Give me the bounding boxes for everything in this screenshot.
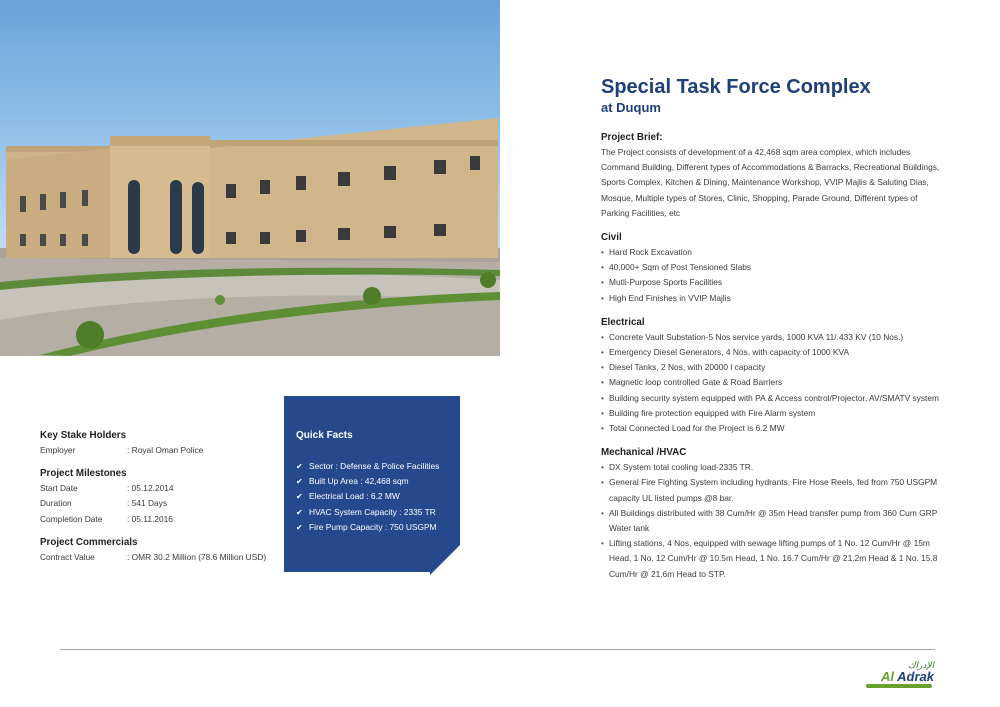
logo-swoosh [866, 684, 932, 688]
mechanical-heading: Mechanical /HVAC [601, 447, 687, 459]
page-subtitle: at Duqum [601, 100, 661, 115]
page-title: Special Task Force Complex [601, 76, 871, 98]
list-item: • All Buildings distributed with 38 Cum/Hr @ 35m Head transfer pump from 360 Cum GRP Water tank [601, 506, 946, 536]
building-photo [0, 0, 500, 356]
quick-fact-item [296, 474, 439, 489]
project-summary [40, 429, 290, 565]
list-item: • Emergency Diesel Generators, 4 Nos, with capacity of 1000 KVA [601, 345, 946, 360]
electrical-heading: Electrical [601, 316, 645, 328]
list-item: • Lifting stations, 4 Nos, equipped with sewage lifting pumps of 1 No. 12 Cum/Hr @ 15m Head, 1 No. 12 Cum/Hr @ 10.5m Head, 1 No. 16.7 Cum/Hr @ 21.2m Head & 1 No. 15.8 Cum/Hr @ 21.6m Head to STP. [601, 536, 946, 582]
contract-value: : OMR 30.2 Million (78.6 Million USD) [127, 551, 267, 562]
list-item: • Building security system equipped with PA & Access control/Projector, AV/SMATV system [601, 391, 946, 406]
list-item: • 40,000+ Sqm of Post Tensioned Slabs [601, 260, 946, 275]
employer-label: Employer [40, 445, 76, 455]
milestone-value: : 05.12.2014 [127, 483, 174, 494]
al-adrak-logo [864, 660, 934, 690]
quick-fact-item [296, 489, 439, 504]
quick-fact-item [296, 520, 439, 535]
check-icon: ✔ [296, 507, 303, 517]
mechanical-list [601, 460, 946, 582]
quick-fact-text: HVAC System Capacity : 2335 TR [309, 506, 436, 517]
page-curl-corner [430, 545, 460, 575]
milestone-row [40, 496, 290, 511]
check-icon: ✔ [296, 477, 303, 487]
milestone-value: : 05.11.2016 [127, 513, 173, 524]
footer-divider [60, 649, 935, 650]
logo-arabic-text: الإدراك [908, 660, 934, 670]
milestone-value: : 541 Days [127, 498, 168, 509]
milestone-label: Duration [40, 498, 72, 509]
quick-fact-text: Built Up Area : 42,468 sqm [309, 476, 409, 487]
check-icon: ✔ [296, 492, 303, 502]
contract-row [40, 550, 290, 565]
quick-facts-title: Quick Facts [296, 430, 353, 441]
quick-fact-item [296, 459, 439, 474]
list-item: • Building fire protection equipped with Fire Alarm system [601, 406, 946, 421]
project-details [601, 130, 946, 582]
check-icon: ✔ [296, 522, 303, 532]
milestone-label: Start Date [40, 483, 78, 494]
list-item: • Concrete Vault Substation-5 Nos service yards, 1000 KVA 11/.433 KV (10 Nos.) [601, 330, 946, 345]
check-icon: ✔ [296, 462, 303, 471]
milestone-row [40, 512, 290, 527]
commercials-heading: Project Commercials [40, 536, 138, 548]
list-item: • Magnetic loop controlled Gate & Road Barriers [601, 375, 946, 390]
list-item: • Mutli-Purpose Sports Facilities [601, 275, 946, 290]
civil-heading: Civil [601, 232, 622, 244]
project-brief-text: The Project consists of development of a 42,468 sqm area complex, which includes Command Building, Different types of Accommodations & Barracks, Recreational Buildings, Sports Complex, Kitchen & Dining, Maintenance Workshop, VVIP Majlis & Saluting Dias, Mosque, Multiple types of Stores, Clinic, Shopping, Parade Ground, Different types of Parking Facilities, etc [601, 147, 940, 218]
quick-fact-text: Sector : Defense & Police Facilities [309, 461, 440, 471]
logo-al: Al [881, 669, 895, 684]
list-item: • Total Connected Load for the Project is 6.2 MW [601, 421, 946, 436]
milestones-heading: Project Milestones [40, 468, 127, 480]
quick-fact-text: Fire Pump Capacity : 750 USGPM [309, 521, 437, 532]
list-item: • High End Finishes in VVIP Majlis [601, 291, 946, 306]
electrical-list [601, 330, 946, 436]
stakeholders-heading: Key Stake Holders [40, 430, 127, 441]
contract-label: Contract Value [40, 551, 95, 562]
employer-value: : Royal Oman Police [127, 445, 204, 455]
civil-list [601, 245, 946, 306]
milestone-label: Completion Date [40, 513, 103, 524]
logo-name: Adrak [894, 669, 934, 684]
list-item: • Hard Rock Excavation [601, 245, 946, 260]
project-brief-heading: Project Brief: [601, 132, 663, 143]
list-item: • General Fire Fighting System including hydrants, Fire Hose Reels, fed from 750 USGPM capacity UL listed pumps @8 bar. [601, 475, 946, 505]
quick-fact-text: Electrical Load : 6.2 MW [309, 491, 400, 502]
list-item: • DX System total cooling load-2335 TR. [601, 460, 946, 475]
quick-fact-item [296, 505, 439, 520]
milestone-row [40, 481, 290, 496]
building-illustration [0, 0, 500, 356]
quick-facts-list [296, 459, 439, 535]
list-item: • Diesel Tanks, 2 Nos, with 20000 l capacity [601, 360, 946, 375]
logo-wordmark [881, 669, 934, 684]
employer-row [40, 443, 290, 458]
